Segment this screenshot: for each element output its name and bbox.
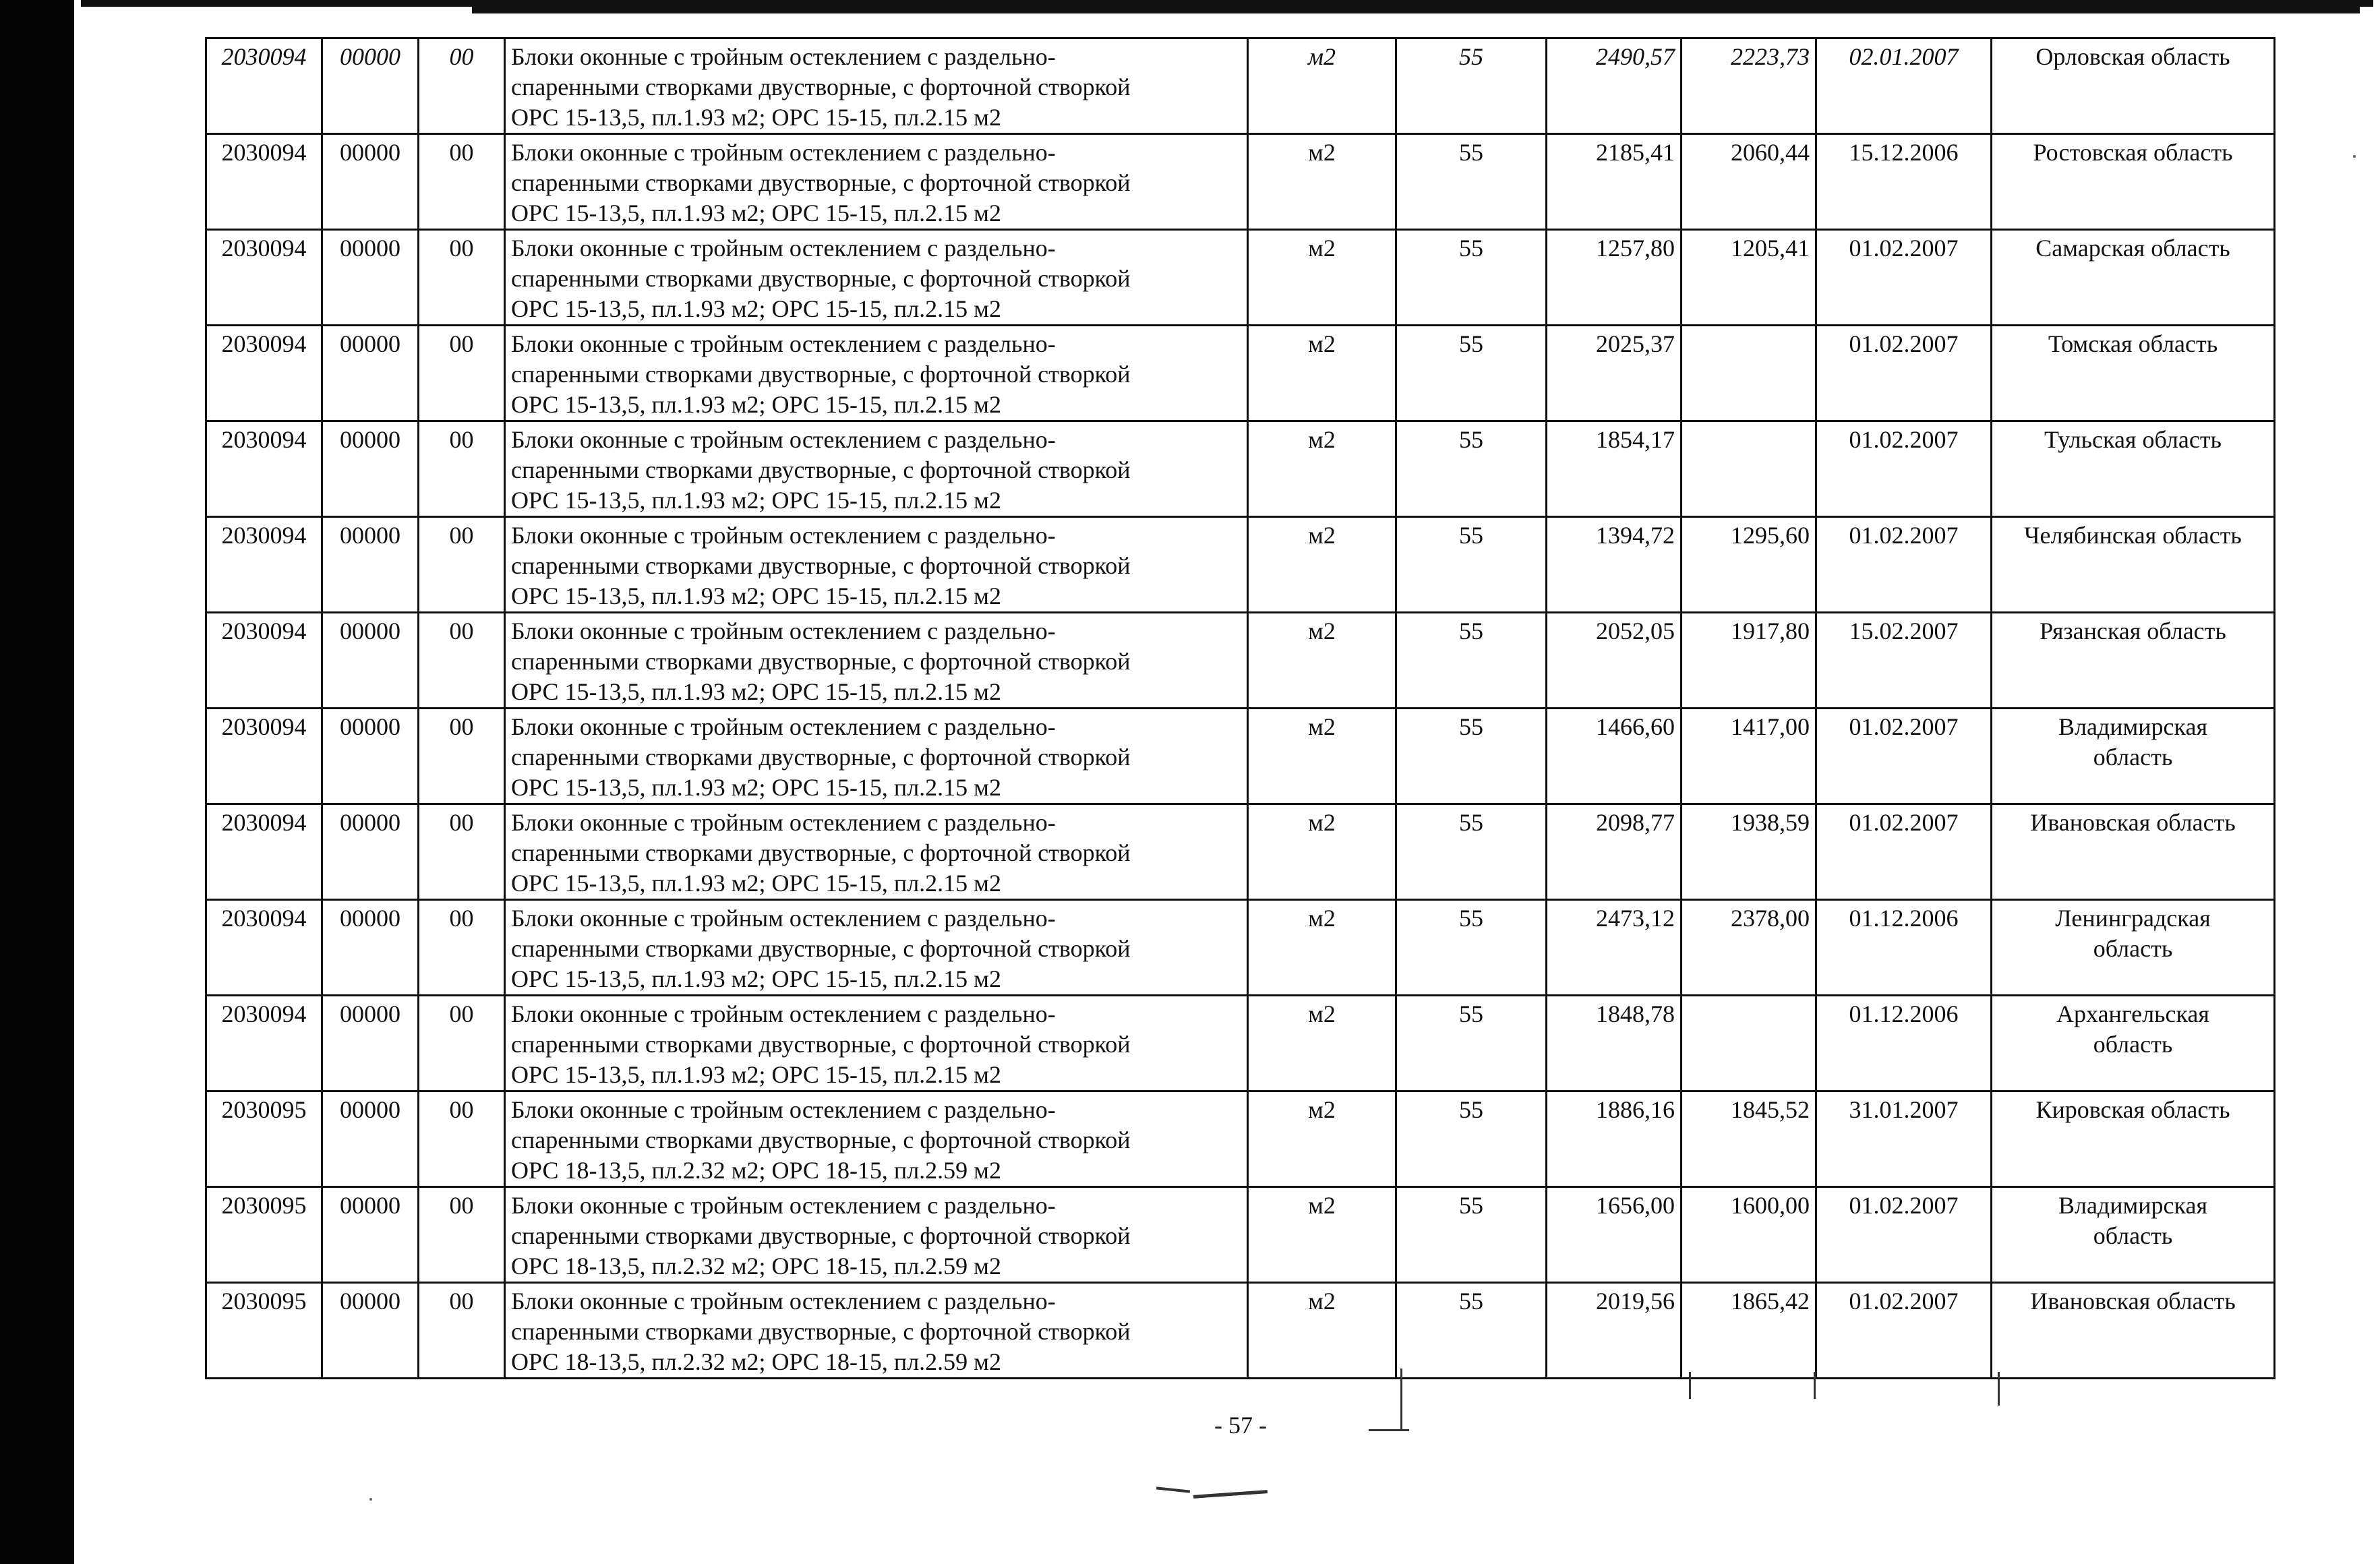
cell-subcode2: 00 bbox=[419, 804, 505, 900]
description-line: спаренными створками двустворные, с форточной створкой bbox=[511, 744, 1131, 771]
cell-region bbox=[1992, 996, 2275, 1091]
scan-mark bbox=[1998, 1372, 2000, 1406]
cell-subcode2: 00 bbox=[419, 326, 505, 421]
cell-region bbox=[1992, 1091, 2275, 1187]
description-line: Блоки оконные с тройным остеклением с раздельно- bbox=[511, 522, 1056, 549]
cell-price-1: 2490,57 bbox=[1547, 38, 1682, 134]
cell-code: 2030094 bbox=[206, 230, 322, 326]
region-line: область bbox=[2093, 1222, 2173, 1249]
cell-quantity: 55 bbox=[1396, 613, 1547, 709]
cell-code: 2030094 bbox=[206, 421, 322, 517]
description-line: Блоки оконные с тройным остеклением с раздельно- bbox=[511, 426, 1056, 453]
cell-date: 01.02.2007 bbox=[1816, 709, 1992, 804]
cell-code: 2030095 bbox=[206, 1187, 322, 1283]
table-row bbox=[206, 421, 2275, 517]
cell-region bbox=[1992, 1187, 2275, 1283]
table-row bbox=[206, 1187, 2275, 1283]
region-line: Ивановская область bbox=[2030, 809, 2236, 836]
cell-quantity: 55 bbox=[1396, 421, 1547, 517]
cell-subcode: 00000 bbox=[322, 613, 419, 709]
cell-description bbox=[505, 421, 1248, 517]
description-line: ОРС 15-13,5, пл.1.93 м2; ОРС 15-15, пл.2.15 м2 bbox=[511, 391, 1001, 418]
cell-description bbox=[505, 134, 1248, 230]
description-line: Блоки оконные с тройным остеклением с раздельно- bbox=[511, 809, 1056, 836]
scan-dot bbox=[369, 1498, 372, 1501]
cell-price-2: 1600,00 bbox=[1682, 1187, 1816, 1283]
table-row bbox=[206, 230, 2275, 326]
description-line: ОРС 18-13,5, пл.2.32 м2; ОРС 18-15, пл.2.59 м2 bbox=[511, 1253, 1001, 1280]
cell-code: 2030094 bbox=[206, 613, 322, 709]
cell-price-1: 1848,78 bbox=[1547, 996, 1682, 1091]
cell-quantity: 55 bbox=[1396, 804, 1547, 900]
cell-price-2 bbox=[1682, 996, 1816, 1091]
description-line: ОРС 15-13,5, пл.1.93 м2; ОРС 15-15, пл.2.15 м2 bbox=[511, 870, 1001, 897]
scan-edge-top bbox=[81, 0, 2373, 7]
table-row bbox=[206, 709, 2275, 804]
cell-subcode2: 00 bbox=[419, 421, 505, 517]
cell-subcode2: 00 bbox=[419, 134, 505, 230]
cell-subcode: 00000 bbox=[322, 326, 419, 421]
cell-subcode2: 00 bbox=[419, 709, 505, 804]
region-line: область bbox=[2093, 935, 2173, 962]
description-line: спаренными створками двустворные, с форточной створкой bbox=[511, 935, 1131, 962]
cell-quantity: 55 bbox=[1396, 134, 1547, 230]
cell-subcode: 00000 bbox=[322, 1283, 419, 1379]
cell-code: 2030095 bbox=[206, 1283, 322, 1379]
description-line: спаренными створками двустворные, с форточной створкой bbox=[511, 648, 1131, 675]
table-row bbox=[206, 804, 2275, 900]
cell-subcode: 00000 bbox=[322, 996, 419, 1091]
cell-quantity: 55 bbox=[1396, 1187, 1547, 1283]
scan-mark bbox=[1814, 1372, 1816, 1399]
description-line: Блоки оконные с тройным остеклением с раздельно- bbox=[511, 1288, 1056, 1315]
description-line: Блоки оконные с тройным остеклением с раздельно- bbox=[511, 330, 1056, 357]
region-line: Тульская область bbox=[2044, 426, 2222, 453]
cell-description bbox=[505, 1091, 1248, 1187]
cell-quantity: 55 bbox=[1396, 1283, 1547, 1379]
cell-subcode2: 00 bbox=[419, 613, 505, 709]
cell-code: 2030094 bbox=[206, 326, 322, 421]
table-row bbox=[206, 38, 2275, 134]
cell-quantity: 55 bbox=[1396, 996, 1547, 1091]
region-line: Орловская область bbox=[2035, 43, 2230, 70]
table-row bbox=[206, 613, 2275, 709]
cell-subcode2: 00 bbox=[419, 996, 505, 1091]
cell-description bbox=[505, 230, 1248, 326]
cell-price-1: 1886,16 bbox=[1547, 1091, 1682, 1187]
table-row bbox=[206, 326, 2275, 421]
cell-unit: м2 bbox=[1248, 421, 1396, 517]
region-line: Рязанская область bbox=[2040, 618, 2226, 644]
cell-quantity: 55 bbox=[1396, 1091, 1547, 1187]
page-number: - 57 - bbox=[1214, 1412, 1267, 1439]
description-line: Блоки оконные с тройным остеклением с раздельно- bbox=[511, 235, 1056, 262]
cell-date: 15.12.2006 bbox=[1816, 134, 1992, 230]
cell-unit: м2 bbox=[1248, 613, 1396, 709]
description-line: ОРС 15-13,5, пл.1.93 м2; ОРС 15-15, пл.2.15 м2 bbox=[511, 295, 1001, 322]
cell-unit: м2 bbox=[1248, 134, 1396, 230]
table-body bbox=[206, 38, 2275, 1379]
cell-subcode2: 00 bbox=[419, 1283, 505, 1379]
description-line: ОРС 15-13,5, пл.1.93 м2; ОРС 15-15, пл.2.15 м2 bbox=[511, 104, 1001, 131]
cell-price-2: 1295,60 bbox=[1682, 517, 1816, 613]
table-row bbox=[206, 996, 2275, 1091]
cell-region bbox=[1992, 1283, 2275, 1379]
region-line: область bbox=[2093, 744, 2173, 771]
cell-date: 31.01.2007 bbox=[1816, 1091, 1992, 1187]
description-line: спаренными створками двустворные, с форточной створкой bbox=[511, 1222, 1131, 1249]
cell-quantity: 55 bbox=[1396, 230, 1547, 326]
cell-description bbox=[505, 709, 1248, 804]
cell-code: 2030094 bbox=[206, 517, 322, 613]
cell-unit: м2 bbox=[1248, 38, 1396, 134]
region-line: Томская область bbox=[2048, 330, 2218, 357]
cell-price-2: 1417,00 bbox=[1682, 709, 1816, 804]
cell-quantity: 55 bbox=[1396, 900, 1547, 996]
cell-price-2: 2223,73 bbox=[1682, 38, 1816, 134]
cell-region bbox=[1992, 517, 2275, 613]
cell-date: 01.02.2007 bbox=[1816, 1187, 1992, 1283]
price-table bbox=[205, 37, 2275, 1379]
cell-date: 01.12.2006 bbox=[1816, 996, 1992, 1091]
cell-code: 2030094 bbox=[206, 134, 322, 230]
cell-price-1: 2185,41 bbox=[1547, 134, 1682, 230]
cell-subcode: 00000 bbox=[322, 38, 419, 134]
cell-unit: м2 bbox=[1248, 517, 1396, 613]
scan-mark bbox=[1689, 1372, 1691, 1399]
cell-subcode: 00000 bbox=[322, 709, 419, 804]
cell-quantity: 55 bbox=[1396, 38, 1547, 134]
cell-price-2: 1205,41 bbox=[1682, 230, 1816, 326]
description-line: Блоки оконные с тройным остеклением с раздельно- bbox=[511, 43, 1056, 70]
description-line: ОРС 15-13,5, пл.1.93 м2; ОРС 15-15, пл.2.15 м2 bbox=[511, 774, 1001, 801]
cell-description bbox=[505, 1187, 1248, 1283]
cell-description bbox=[505, 613, 1248, 709]
cell-subcode2: 00 bbox=[419, 230, 505, 326]
cell-date: 01.02.2007 bbox=[1816, 421, 1992, 517]
cell-price-1: 2052,05 bbox=[1547, 613, 1682, 709]
table-row bbox=[206, 517, 2275, 613]
description-line: Блоки оконные с тройным остеклением с раздельно- bbox=[511, 1192, 1056, 1219]
cell-subcode: 00000 bbox=[322, 421, 419, 517]
cell-description bbox=[505, 900, 1248, 996]
scan-edge-left bbox=[0, 0, 74, 1564]
cell-date: 15.02.2007 bbox=[1816, 613, 1992, 709]
cell-price-1: 1656,00 bbox=[1547, 1187, 1682, 1283]
cell-price-2: 2378,00 bbox=[1682, 900, 1816, 996]
cell-subcode2: 00 bbox=[419, 1091, 505, 1187]
scan-mark bbox=[1193, 1490, 1268, 1499]
cell-price-1: 2098,77 bbox=[1547, 804, 1682, 900]
description-line: Блоки оконные с тройным остеклением с раздельно- bbox=[511, 139, 1056, 166]
region-line: Ивановская область bbox=[2030, 1288, 2236, 1315]
cell-code: 2030094 bbox=[206, 38, 322, 134]
cell-price-1: 2025,37 bbox=[1547, 326, 1682, 421]
cell-subcode2: 00 bbox=[419, 1187, 505, 1283]
cell-unit: м2 bbox=[1248, 1187, 1396, 1283]
table-row bbox=[206, 900, 2275, 996]
cell-unit: м2 bbox=[1248, 230, 1396, 326]
cell-subcode: 00000 bbox=[322, 804, 419, 900]
description-line: спаренными створками двустворные, с форточной створкой bbox=[511, 1126, 1131, 1153]
cell-unit: м2 bbox=[1248, 900, 1396, 996]
description-line: спаренными створками двустворные, с форточной створкой bbox=[511, 169, 1131, 196]
cell-subcode: 00000 bbox=[322, 230, 419, 326]
cell-region bbox=[1992, 134, 2275, 230]
cell-unit: м2 bbox=[1248, 326, 1396, 421]
description-line: спаренными створками двустворные, с форточной створкой bbox=[511, 1031, 1131, 1058]
cell-region bbox=[1992, 613, 2275, 709]
cell-date: 01.12.2006 bbox=[1816, 900, 1992, 996]
cell-price-1: 1466,60 bbox=[1547, 709, 1682, 804]
cell-code: 2030094 bbox=[206, 900, 322, 996]
cell-price-1: 2473,12 bbox=[1547, 900, 1682, 996]
description-line: ОРС 15-13,5, пл.1.93 м2; ОРС 15-15, пл.2.15 м2 bbox=[511, 678, 1001, 705]
cell-code: 2030094 bbox=[206, 804, 322, 900]
description-line: ОРС 15-13,5, пл.1.93 м2; ОРС 15-15, пл.2.15 м2 bbox=[511, 1061, 1001, 1088]
cell-price-1: 1394,72 bbox=[1547, 517, 1682, 613]
table-row bbox=[206, 1283, 2275, 1379]
cell-price-2: 1845,52 bbox=[1682, 1091, 1816, 1187]
cell-subcode2: 00 bbox=[419, 900, 505, 996]
cell-region bbox=[1992, 326, 2275, 421]
table-row bbox=[206, 134, 2275, 230]
cell-subcode: 00000 bbox=[322, 1187, 419, 1283]
region-line: Кировская область bbox=[2035, 1096, 2230, 1123]
description-line: спаренными створками двустворные, с форточной створкой bbox=[511, 839, 1131, 866]
description-line: Блоки оконные с тройным остеклением с раздельно- bbox=[511, 905, 1056, 932]
cell-unit: м2 bbox=[1248, 1091, 1396, 1187]
cell-subcode2: 00 bbox=[419, 517, 505, 613]
cell-subcode: 00000 bbox=[322, 1091, 419, 1187]
cell-subcode: 00000 bbox=[322, 134, 419, 230]
description-line: ОРС 15-13,5, пл.1.93 м2; ОРС 15-15, пл.2.15 м2 bbox=[511, 965, 1001, 992]
description-line: ОРС 15-13,5, пл.1.93 м2; ОРС 15-15, пл.2.15 м2 bbox=[511, 200, 1001, 227]
region-line: Ростовская область bbox=[2033, 139, 2233, 166]
cell-unit: м2 bbox=[1248, 1283, 1396, 1379]
cell-subcode: 00000 bbox=[322, 517, 419, 613]
description-line: ОРС 15-13,5, пл.1.93 м2; ОРС 15-15, пл.2.15 м2 bbox=[511, 487, 1001, 514]
cell-quantity: 55 bbox=[1396, 517, 1547, 613]
description-line: спаренными створками двустворные, с форточной створкой bbox=[511, 265, 1131, 292]
cell-description bbox=[505, 1283, 1248, 1379]
cell-date: 01.02.2007 bbox=[1816, 1283, 1992, 1379]
description-line: спаренными створками двустворные, с форточной створкой bbox=[511, 552, 1131, 579]
cell-unit: м2 bbox=[1248, 804, 1396, 900]
region-line: Владимирская bbox=[2058, 713, 2208, 740]
description-line: спаренными створками двустворные, с форточной створкой bbox=[511, 73, 1131, 100]
cell-code: 2030094 bbox=[206, 996, 322, 1091]
region-line: Архангельская bbox=[2056, 1000, 2209, 1027]
cell-price-2: 1917,80 bbox=[1682, 613, 1816, 709]
region-line: Владимирская bbox=[2058, 1192, 2208, 1219]
description-line: Блоки оконные с тройным остеклением с раздельно- bbox=[511, 1096, 1056, 1123]
cell-date: 02.01.2007 bbox=[1816, 38, 1992, 134]
cell-price-2: 2060,44 bbox=[1682, 134, 1816, 230]
cell-quantity: 55 bbox=[1396, 709, 1547, 804]
cell-date: 01.02.2007 bbox=[1816, 230, 1992, 326]
cell-subcode: 00000 bbox=[322, 900, 419, 996]
description-line: Блоки оконные с тройным остеклением с раздельно- bbox=[511, 618, 1056, 644]
cell-price-2 bbox=[1682, 326, 1816, 421]
scan-mark bbox=[1156, 1486, 1190, 1493]
description-line: спаренными створками двустворные, с форточной створкой bbox=[511, 1318, 1131, 1345]
cell-date: 01.02.2007 bbox=[1816, 517, 1992, 613]
cell-date: 01.02.2007 bbox=[1816, 326, 1992, 421]
cell-price-1: 1854,17 bbox=[1547, 421, 1682, 517]
cell-price-2 bbox=[1682, 421, 1816, 517]
cell-region bbox=[1992, 804, 2275, 900]
scan-mark bbox=[1400, 1368, 1402, 1429]
cell-unit: м2 bbox=[1248, 996, 1396, 1091]
cell-price-1: 2019,56 bbox=[1547, 1283, 1682, 1379]
cell-description bbox=[505, 326, 1248, 421]
region-line: область bbox=[2093, 1031, 2173, 1058]
region-line: Челябинская область bbox=[2024, 522, 2242, 549]
cell-price-1: 1257,80 bbox=[1547, 230, 1682, 326]
cell-subcode2: 00 bbox=[419, 38, 505, 134]
scan-edge-top-inner bbox=[472, 7, 2360, 13]
region-line: Самарская область bbox=[2035, 235, 2230, 262]
cell-description bbox=[505, 996, 1248, 1091]
cell-unit: м2 bbox=[1248, 709, 1396, 804]
table-row bbox=[206, 1091, 2275, 1187]
description-line: спаренными створками двустворные, с форточной створкой bbox=[511, 361, 1131, 388]
cell-region bbox=[1992, 709, 2275, 804]
description-line: спаренными створками двустворные, с форточной створкой bbox=[511, 456, 1131, 483]
description-line: ОРС 15-13,5, пл.1.93 м2; ОРС 15-15, пл.2.15 м2 bbox=[511, 582, 1001, 609]
cell-description bbox=[505, 517, 1248, 613]
cell-quantity: 55 bbox=[1396, 326, 1547, 421]
scan-dot bbox=[2353, 155, 2356, 158]
cell-description bbox=[505, 804, 1248, 900]
region-line: Ленинградская bbox=[2055, 905, 2211, 932]
cell-region bbox=[1992, 421, 2275, 517]
cell-price-2: 1865,42 bbox=[1682, 1283, 1816, 1379]
description-line: ОРС 18-13,5, пл.2.32 м2; ОРС 18-15, пл.2.59 м2 bbox=[511, 1157, 1001, 1184]
cell-code: 2030094 bbox=[206, 709, 322, 804]
description-line: ОРС 18-13,5, пл.2.32 м2; ОРС 18-15, пл.2.59 м2 bbox=[511, 1348, 1001, 1375]
cell-description bbox=[505, 38, 1248, 134]
cell-date: 01.02.2007 bbox=[1816, 804, 1992, 900]
cell-region bbox=[1992, 900, 2275, 996]
cell-region bbox=[1992, 230, 2275, 326]
cell-region bbox=[1992, 38, 2275, 134]
cell-code: 2030095 bbox=[206, 1091, 322, 1187]
description-line: Блоки оконные с тройным остеклением с раздельно- bbox=[511, 713, 1056, 740]
description-line: Блоки оконные с тройным остеклением с раздельно- bbox=[511, 1000, 1056, 1027]
scan-mark bbox=[1369, 1429, 1409, 1431]
cell-price-2: 1938,59 bbox=[1682, 804, 1816, 900]
